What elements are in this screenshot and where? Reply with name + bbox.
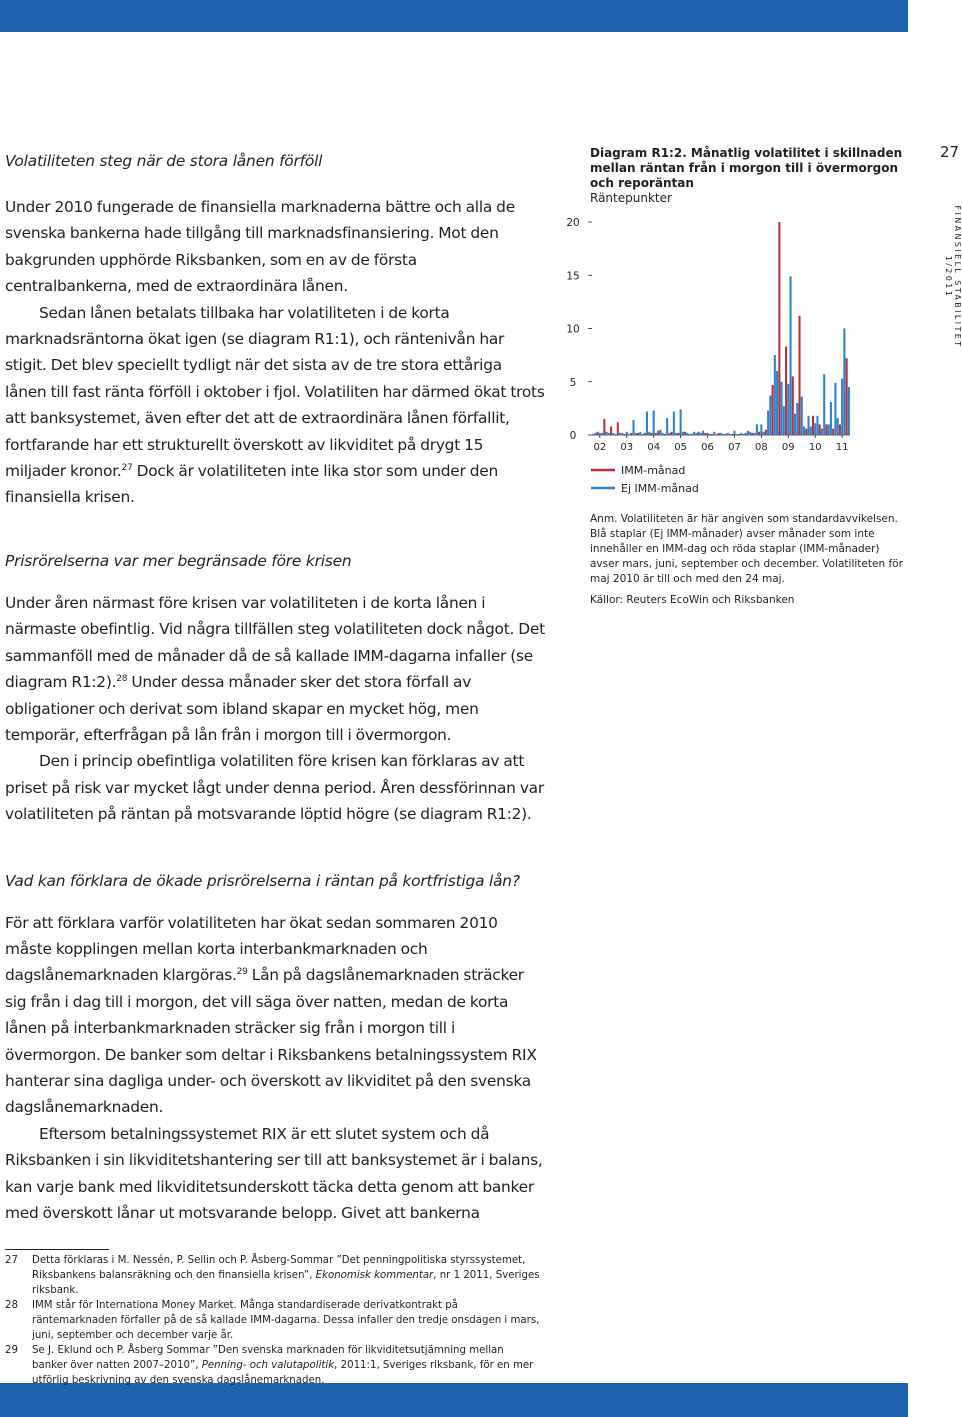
bar-imm	[839, 424, 841, 435]
bar-ej-imm	[673, 412, 675, 435]
bar-ej-imm	[606, 432, 608, 435]
paragraph-text: För att förklara varför volatiliteten har ökat sedan sommaren 2010 måste kopplingen mellan korta interbankmarknaden och dagslånemarknaden klargöras.	[5, 913, 498, 985]
bar-ej-imm	[653, 411, 655, 435]
bar-ej-imm	[814, 423, 816, 435]
bar-imm	[758, 432, 760, 435]
bar-ej-imm	[763, 432, 765, 435]
bar-imm	[832, 429, 834, 435]
paragraph	[5, 300, 545, 511]
bar-ej-imm	[834, 383, 836, 435]
bar-ej-imm	[713, 432, 715, 435]
bar-ej-imm	[727, 433, 729, 435]
bar-ej-imm	[736, 434, 738, 435]
y-tick-label: 10	[566, 323, 580, 336]
bar-ej-imm	[828, 424, 830, 435]
bar-ej-imm	[621, 433, 623, 435]
bar-ej-imm	[635, 433, 637, 435]
bar-imm	[846, 358, 848, 435]
paragraph	[5, 590, 545, 748]
bar-ej-imm	[821, 429, 823, 435]
bar-ej-imm	[641, 434, 643, 435]
bar-imm	[718, 433, 720, 435]
bar-ej-imm	[749, 432, 751, 435]
footnote-text: Detta förklaras i M. Nessén, P. Sellin och P. Åsberg-Sommar ”Det penningpolitiska styrssystemet, Riksbankens balansräkning och den finansiella krisen”,	[32, 1255, 526, 1281]
bar-ej-imm	[729, 434, 731, 435]
bar-ej-imm	[646, 412, 648, 435]
bar-imm	[751, 433, 753, 435]
paragraph-text: Lån på dagslånemarknaden sträcker sig från i dag till i morgon, det vill säga över natten, medan de korta lånen på interbankmarknaden sträcker sig från i morgon till i övermorgon. De banker som deltar i Riksbankens betalningssystem RIX hanterar sina dagliga under- och överskott av likviditet på den svenska dagslånemarknaden.	[5, 966, 537, 1117]
diagram-unit: Räntepunkter	[590, 191, 672, 205]
section-heading: Vad kan förklara de ökade prisrörelserna i räntan på kortfristiga lån?	[5, 871, 520, 890]
footnote-text: , nr 1 2011, Sveriges riksbank.	[32, 1270, 540, 1296]
footnotes	[5, 1253, 540, 1388]
footnote-text: IMM står för Internationa Money Market. Många standardiserade derivatkontrakt på räntemarknaden förfaller på de så kallade IMM-dagarna. Dessa infaller den tredje onsdagen i mars, juni, september och december varje år.	[32, 1300, 540, 1341]
bar-imm	[805, 429, 807, 435]
bar-ej-imm	[769, 396, 771, 435]
bar-ej-imm	[715, 434, 717, 435]
bottom-band	[0, 1383, 908, 1417]
x-tick-label: 07	[728, 442, 741, 453]
bar-imm	[610, 426, 612, 435]
footnote-ref[interactable]: 27	[121, 463, 133, 474]
bar-ej-imm	[733, 431, 735, 435]
footnote-29	[5, 1343, 540, 1388]
bar-ej-imm	[619, 433, 621, 435]
bar-imm	[617, 422, 619, 435]
bar-ej-imm	[794, 414, 796, 435]
bar-ej-imm	[668, 433, 670, 435]
bar-imm	[677, 433, 679, 435]
bar-imm	[704, 433, 706, 435]
bar-ej-imm	[700, 433, 702, 435]
bar-ej-imm	[787, 384, 789, 435]
bar-imm	[698, 432, 700, 435]
bar-imm	[724, 434, 726, 435]
bar-ej-imm	[796, 403, 798, 435]
y-tick-label: 0	[569, 430, 577, 442]
bar-ej-imm	[662, 433, 664, 435]
paragraph: Under 2010 fungerade de finansiella marknaderna bättre och alla de svenska bankerna hade tillgång till marknadsfinansiering. Mot den bakgrunden upphörde Riksbanken, som en av de första centralbankerna, med de extraordinära lånen.	[5, 198, 515, 296]
diagram-header	[590, 146, 910, 206]
bar-imm	[650, 433, 652, 435]
paragraph: Eftersom betalningssystemet RIX är ett slutet system och då Riksbanken i sin likviditetshantering ser till att banksystemet är i balans, kan varje bank med likviditetsunderskott täcka detta genom att banker med överskott lånar ut motsvarande belopp. Givet att bankerna	[5, 1124, 543, 1222]
y-tick-label: 20	[566, 217, 580, 229]
bar-ej-imm	[783, 406, 785, 435]
bar-imm	[644, 433, 646, 435]
main-column	[5, 148, 545, 1226]
bar-imm	[597, 432, 599, 435]
top-band	[0, 0, 908, 32]
bar-imm	[812, 416, 814, 435]
bar-ej-imm	[682, 432, 684, 435]
footnote-number: 29	[5, 1345, 18, 1356]
x-tick-label: 02	[593, 442, 607, 453]
x-tick-label: 06	[701, 442, 714, 453]
y-tick-label: 5	[569, 376, 577, 389]
footnote-italic: Penning- och valutapolitik	[201, 1360, 335, 1371]
footnote-28	[5, 1298, 540, 1343]
bar-ej-imm	[707, 433, 709, 435]
bar-imm	[778, 222, 780, 435]
footnote-ref[interactable]: 28	[116, 674, 128, 685]
bar-imm	[731, 434, 733, 435]
bar-imm	[671, 432, 673, 435]
bar-imm	[691, 434, 693, 435]
bar-ej-imm	[790, 276, 792, 435]
diagram-sources: Källor: Reuters EcoWin och Riksbanken	[590, 594, 795, 606]
bar-ej-imm	[594, 433, 596, 435]
bar-ej-imm	[680, 409, 682, 435]
diagram-notes	[590, 512, 905, 608]
paragraph-text: Under åren närmast före krisen var volatiliteten i de korta lånen i närmaste obefintlig. Vid några tillfällen steg volatiliteten dock något. Det sammanföll med de månader då de så kallade IMM-dagarna infaller (se diagram R1:2).	[5, 593, 545, 692]
running-header: FINANSIELL STABILITET 1/2011	[944, 205, 962, 349]
bar-ej-imm	[837, 418, 839, 435]
paragraph	[5, 910, 545, 1121]
bar-ej-imm	[760, 424, 762, 435]
bar-ej-imm	[776, 371, 778, 435]
bar-imm	[745, 433, 747, 435]
bar-ej-imm	[626, 432, 628, 435]
bar-ej-imm	[632, 420, 634, 435]
footnote-ref[interactable]: 29	[236, 967, 248, 978]
bar-ej-imm	[675, 433, 677, 435]
bar-ej-imm	[709, 434, 711, 435]
bar-ej-imm	[612, 433, 614, 435]
bar-ej-imm	[830, 402, 832, 435]
footnote-rule	[5, 1249, 109, 1250]
legend-imm-label: IMM-månad	[621, 464, 686, 477]
bar-ej-imm	[807, 416, 809, 435]
x-tick-label: 11	[835, 442, 849, 453]
bar-imm	[624, 434, 626, 435]
bar-ej-imm	[803, 426, 805, 435]
diagram-note: Anm. Volatiliteten är här angiven som standardavvikelsen. Blå staplar (Ej IMM-månader) avser månader som inte innehåller en IMM-dag och röda staplar (IMM-månader) avser mars, juni, september och december. Volatiliteten för maj 2010 är till och med den 24 maj.	[590, 513, 903, 585]
footnote-number: 28	[5, 1300, 18, 1311]
bar-ej-imm	[639, 432, 641, 435]
bar-ej-imm	[843, 329, 845, 436]
bar-imm	[772, 385, 774, 435]
bar-ej-imm	[592, 434, 594, 435]
bar-ej-imm	[740, 433, 742, 435]
bar-ej-imm	[742, 434, 744, 435]
bar-ej-imm	[689, 434, 691, 435]
bar-imm	[711, 434, 713, 435]
bar-imm	[630, 433, 632, 435]
x-tick-label: 10	[808, 442, 822, 453]
bar-ej-imm	[767, 411, 769, 435]
bar-ej-imm	[655, 433, 657, 435]
bar-ej-imm	[599, 433, 601, 435]
bar-imm	[603, 419, 605, 435]
x-tick-label: 09	[781, 442, 795, 453]
section-heading: Prisrörelserna var mer begränsade före krisen	[5, 551, 352, 570]
paragraph-text: Dock är volatiliteten inte lika stor som under den finansiella krisen.	[5, 462, 498, 507]
bar-ej-imm	[693, 432, 695, 435]
bar-ej-imm	[801, 397, 803, 435]
paragraph: Den i princip obefintliga volatiliten före krisen kan förklaras av att priset på risk var mycket lågt under denna period. Åren dessförinnan var volatiliteten på räntan på motsvarande löptid högre (se diagram R1:2).	[5, 752, 544, 824]
bar-ej-imm	[722, 434, 724, 435]
bar-ej-imm	[615, 434, 617, 435]
bar-imm	[637, 433, 639, 435]
bar-ej-imm	[810, 426, 812, 435]
bar-ej-imm	[774, 355, 776, 435]
bar-ej-imm	[781, 382, 783, 435]
y-tick-label: 15	[566, 270, 580, 283]
bar-imm	[664, 434, 666, 435]
bar-ej-imm	[686, 433, 688, 435]
volatility-bar-chart	[560, 205, 880, 505]
x-tick-label: 08	[755, 442, 768, 453]
x-tick-label: 04	[647, 442, 661, 453]
bar-imm	[765, 430, 767, 435]
bar-ej-imm	[659, 430, 661, 435]
footnote-italic: Ekonomisk kommentar	[315, 1270, 434, 1281]
bar-ej-imm	[666, 418, 668, 435]
x-tick-label: 03	[620, 442, 634, 453]
bar-ej-imm	[756, 424, 758, 435]
bar-imm	[785, 347, 787, 435]
bar-ej-imm	[628, 434, 630, 435]
bar-imm	[819, 424, 821, 435]
bar-ej-imm	[841, 379, 843, 435]
bar-ej-imm	[816, 416, 818, 435]
bar-ej-imm	[754, 433, 756, 435]
bar-ej-imm	[601, 433, 603, 435]
bar-imm	[799, 316, 801, 435]
bar-imm	[657, 431, 659, 435]
bar-ej-imm	[648, 432, 650, 435]
bar-ej-imm	[747, 431, 749, 435]
bar-ej-imm	[848, 387, 850, 435]
footnote-number: 27	[5, 1255, 18, 1266]
bar-imm	[738, 434, 740, 435]
legend-ej-imm-label: Ej IMM-månad	[621, 482, 699, 495]
bar-imm	[684, 432, 686, 435]
section-heading: Volatiliteten steg när de stora lånen förföll	[5, 152, 323, 170]
x-tick-label: 05	[674, 442, 687, 453]
bar-ej-imm	[823, 374, 825, 435]
footnote-27	[5, 1253, 540, 1298]
bar-imm	[792, 376, 794, 435]
diagram-title: Diagram R1:2. Månatlig volatilitet i skillnaden mellan räntan från i morgon till i övermorgon och reporäntan	[590, 146, 903, 190]
footnote-text: Se J. Eklund och P. Åsberg Sommar ”Den svenska marknaden för likviditetsutjämning mellan banker över natten 2007–2010”,	[32, 1345, 504, 1371]
page-number: 27	[940, 143, 960, 161]
bar-imm	[825, 424, 827, 435]
footnote-text: , 2011:1, Sveriges riksbank, för en mer utförlig beskrivning av den svenska dagslånemarknaden.	[32, 1360, 534, 1386]
bar-ej-imm	[720, 433, 722, 435]
bar-ej-imm	[702, 431, 704, 435]
bar-ej-imm	[608, 433, 610, 435]
paragraph-text: Under dessa månader sker det stora förfall av obligationer och derivat som ibland skapar en mycket hög, men temporär, efterfrågan på lån från i morgon till i övermorgon.	[5, 673, 479, 744]
paragraph-text: Sedan lånen betalats tillbaka har volatiliteten i de korta marknadsräntorna ökat igen (se diagram R1:1), och räntenivån har stigit. Det blev speciellt tydligt när det sista av de tre stora ettåriga lånen till fast ränta förföll i oktober i fjol. Volatiliten har därmed ökat trots att banksystemet, även efter det att de extraordinära lånen förfallit, fortfarande har ett strukturellt överskott av likviditet på drygt 15 miljader kronor.	[5, 303, 545, 481]
bar-ej-imm	[695, 433, 697, 435]
